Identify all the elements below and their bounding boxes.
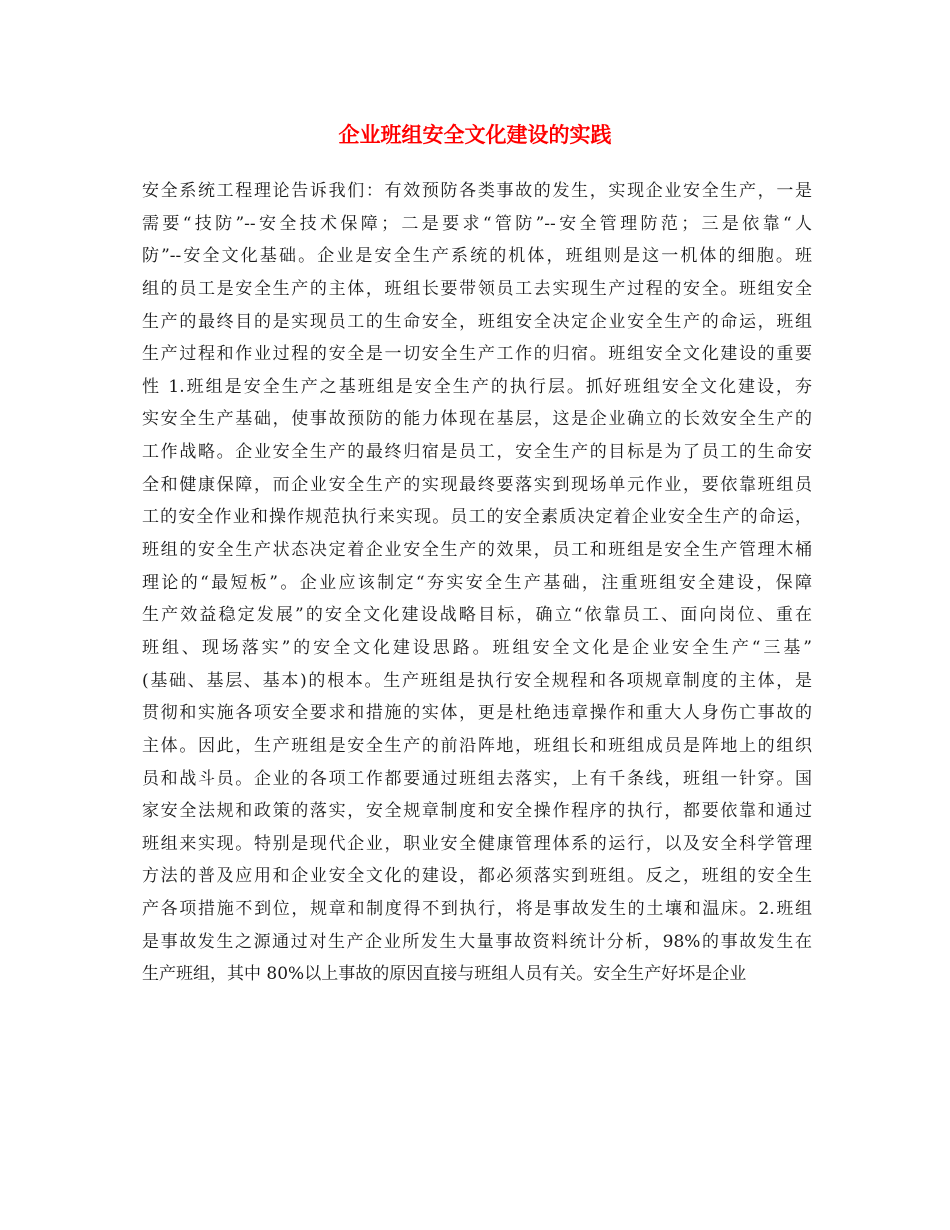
text-line: 防”--安全文化基础。企业是安全生产系统的机体，班组则是这一机体的细胞。班 (142, 246, 812, 267)
text-line: 生产效益稳定发展”的安全文化建设战略目标，确立“依靠员工、面向岗位、重在 (142, 605, 812, 626)
text-line: 生产过程和作业过程的安全是一切安全生产工作的归宿。班组安全文化建设的重要 (142, 344, 812, 365)
text-line: 实安全生产基础，使事故预防的能力体现在基层，这是企业确立的长效安全生产的 (142, 409, 812, 430)
text-line: 班组来实现。特别是现代企业，职业安全健康管理体系的运行，以及安全科学管理 (142, 833, 812, 854)
text-line: 全和健康保障，而企业安全生产的实现最终要落实到现场单元作业，要依靠班组员 (142, 474, 812, 495)
text-line: 生产班组，其中 80%以上事故的原因直接与班组人员有关。安全生产好坏是企业 (142, 964, 747, 985)
text-line: 班组的安全生产状态决定着企业安全生产的效果，员工和班组是安全生产管理木桶 (142, 540, 812, 561)
text-line: 需要“技防”--安全技术保障；二是要求“管防”--安全管理防范；三是依靠“人 (142, 213, 812, 234)
text-line: 家安全法规和政策的落实，安全规章制度和安全操作程序的执行，都要依靠和通过 (142, 801, 812, 822)
text-line: 是事故发生之源通过对生产企业所发生大量事故资料统计分析，98%的事故发生在 (142, 931, 812, 952)
text-line: 生产的最终目的是实现员工的生命安全，班组安全决定企业安全生产的命运，班组 (142, 311, 812, 332)
text-line: 理论的“最短板”。企业应该制定“夯实安全生产基础，注重班组安全建设，保障 (142, 572, 812, 593)
text-line: 产各项措施不到位，规章和制度得不到执行，将是事故发生的土壤和温床。2.班组 (142, 899, 812, 920)
text-line: 主体。因此，生产班组是安全生产的前沿阵地，班组长和班组成员是阵地上的组织 (142, 735, 812, 756)
text-line: 工的安全作业和操作规范执行来实现。员工的安全素质决定着企业安全生产的命运， (142, 507, 812, 528)
document-body (142, 175, 812, 991)
text-line: 贯彻和实施各项安全要求和措施的实体，更是杜绝违章操作和重大人身伤亡事故的 (142, 703, 812, 724)
text-line: 组的员工是安全生产的主体，班组长要带领员工去实现生产过程的安全。班组安全 (142, 278, 812, 299)
text-line: 班组、现场落实”的安全文化建设思路。班组安全文化是企业安全生产“三基” (142, 637, 812, 658)
text-line: 安全系统工程理论告诉我们：有效预防各类事故的发生，实现企业安全生产，一是 (142, 181, 812, 201)
document-title: 企业班组安全文化建设的实践 (338, 122, 612, 147)
text-line: 员和战斗员。企业的各项工作都要通过班组去落实，上有千条线，班组一针穿。国 (142, 768, 812, 789)
text-line: 性 1.班组是安全生产之基班组是安全生产的执行层。抓好班组安全文化建设，夯 (142, 376, 812, 397)
text-line: 工作战略。企业安全生产的最终归宿是员工，安全生产的目标是为了员工的生命安 (142, 442, 812, 463)
text-line: 方法的普及应用和企业安全文化的建设，都必须落实到班组。反之，班组的安全生 (142, 866, 812, 887)
text-line: (基础、基层、基本)的根本。生产班组是执行安全规程和各项规章制度的主体，是 (142, 670, 812, 691)
